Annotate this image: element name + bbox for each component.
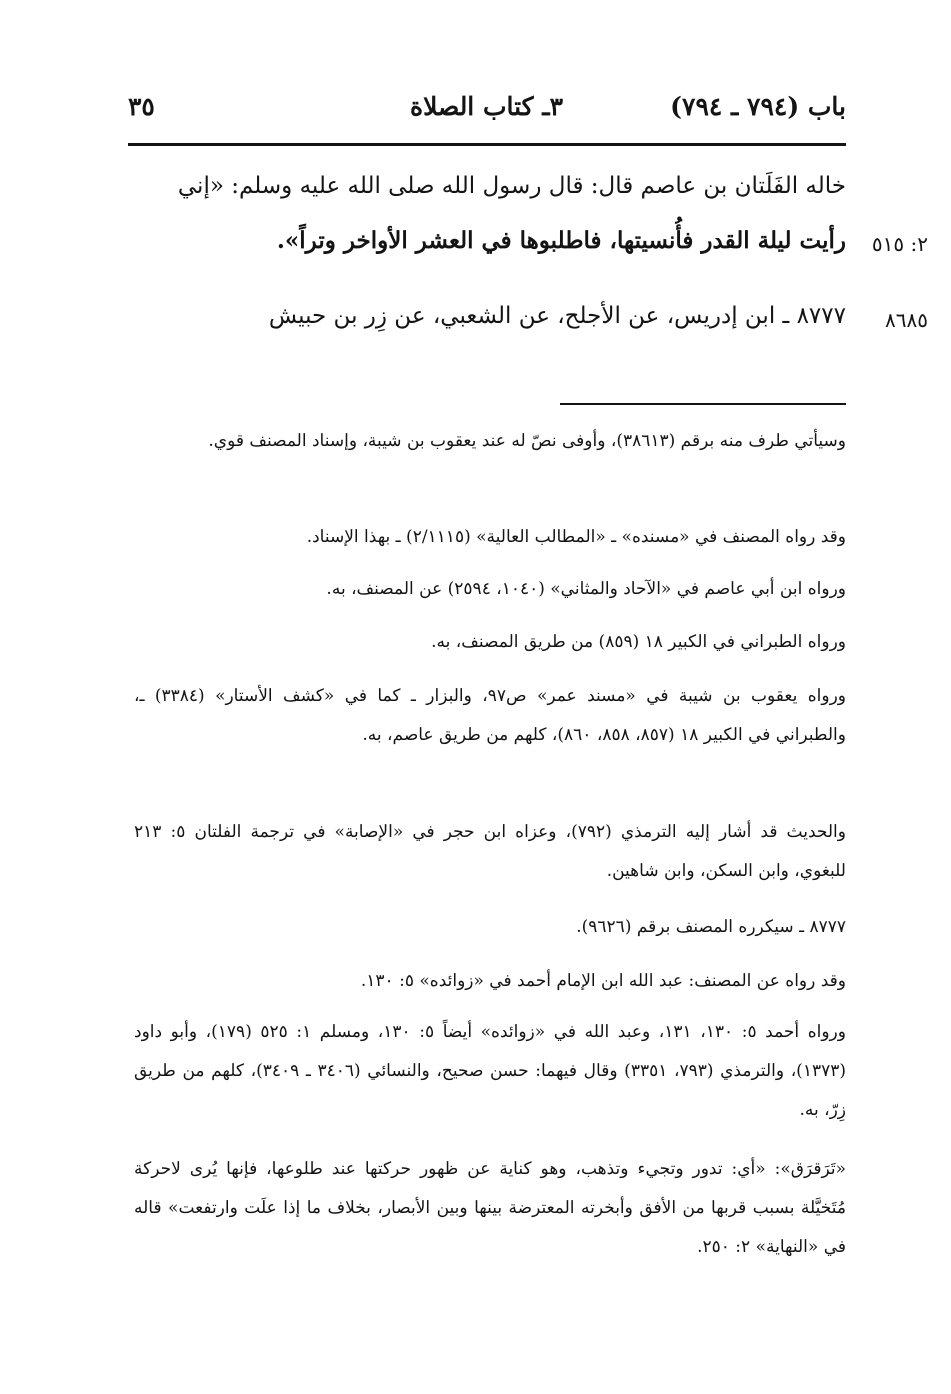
footnote-paragraph: ورواه ابن أبي عاصم في «الآحاد والمثاني» (١٠٤٠، ٢٥٩٤) عن المصنف، به.	[326, 579, 846, 599]
footnote-paragraph: وسيأتي طرف منه برقم (٣٨٦١٣)، وأوفى نصّ له عند يعقوب بن شيبة، وإسناد المصنف قوي.	[208, 431, 846, 451]
page-header	[128, 92, 846, 132]
footnote-paragraph: وقد رواه المصنف في «مسنده» ـ «المطالب العالية» (٢/١١١٥) ـ بهذا الإسناد.	[306, 527, 846, 547]
footnote-divider	[560, 403, 846, 405]
footnote-paragraph: ورواه يعقوب بن شيبة في «مسند عمر» ص٩٧، والبزار ـ كما في «كشف الأستار» (٣٣٨٤) ـ، والطبراني في الكبير ١٨ (٨٥٧، ٨٥٨، ٨٦٠)، كلهم من طريق عاصم، به.	[134, 686, 846, 745]
hadith-text-line-bold: رأيت ليلة القدر فأُنسيتها، فاطلبوها في العشر الأواخر وتراً».	[276, 227, 846, 254]
footnote-paragraph: وقد رواه عن المصنف: عبد الله ابن الإمام أحمد في «زوائده» ٥: ١٣٠.	[360, 971, 846, 991]
hadith-isnad-line: ٨٧٧٧ ـ ابن إدريس، عن الأجلح، عن الشعبي، عن زِر بن حبيش	[268, 303, 846, 329]
footnote-paragraph: ورواه أحمد ٥: ١٣٠، ١٣١، وعبد الله في «زوائده» أيضاً ٥: ١٣٠، ومسلم ١: ٥٢٥ (١٧٩)، وأبو داود (١٣٧٣)، والترمذي (٧٩٣، ٣٣٥١) وقال فيهما: حسن صحيح، والنسائي (٣٤٠٦ ـ ٣٤٠٩)، كلهم من طريق زِرّ، به.	[134, 1022, 846, 1120]
page-number: ٣٥	[128, 92, 155, 121]
margin-reference: ٨٦٨٥	[885, 308, 928, 332]
footnote-paragraph: ورواه الطبراني في الكبير ١٨ (٨٥٩) من طريق المصنف، به.	[431, 632, 846, 652]
book-title: ٣ـ كتاب الصلاة	[410, 92, 564, 121]
footnote-paragraph: «تَرَقرَق»: «أي: تدور وتجيء وتذهب، وهو كناية عن ظهور حركتها عند طلوعها، فإنها يُرى لاحركة مُتَخيَّلة بسبب قربها من الأفق وأبخرته المعترضة بينها وبين الأبصار، بخلاف ما إذا علَت وارتفعت» قاله في «النهاية» ٢: ٢٥٠.	[134, 1159, 846, 1257]
hadith-text-line: خاله الفَلَتان بن عاصم قال: قال رسول الله صلى الله عليه وسلم: «إني	[177, 173, 846, 199]
footnote-paragraph: ٨٧٧٧ ـ سيكرره المصنف برقم (٩٦٢٦).	[576, 917, 846, 937]
margin-reference: ٢: ٥١٥	[871, 232, 928, 256]
header-divider	[128, 143, 846, 146]
footnote-paragraph: والحديث قد أشار إليه الترمذي (٧٩٢)، وعزاه ابن حجر في «الإصابة» في ترجمة الفلتان ٥: ٢١٣ للبغوي، وابن السكن، وابن شاهين.	[134, 822, 846, 881]
chapter-heading: باب (٧٩٤ ـ ٧٩٤)	[670, 92, 846, 121]
